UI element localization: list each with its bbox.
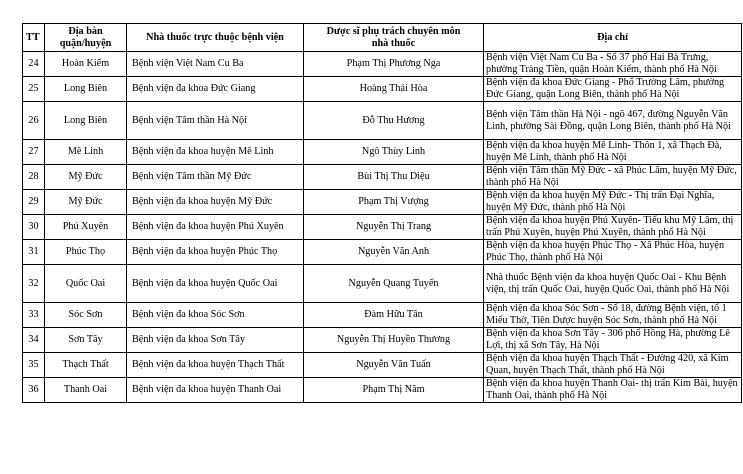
row-tt: 32 [23, 265, 45, 303]
header-pharmacist [304, 24, 484, 52]
row-address: Bệnh viện đa khoa huyện Mỹ Đức - Thị trấn Đại Nghĩa, huyện Mỹ Đức, thành phố Hà Nội [484, 190, 742, 215]
row-tt: 24 [23, 52, 45, 77]
table-row [23, 165, 742, 190]
table-row [23, 77, 742, 102]
table-row [23, 328, 742, 353]
row-pharmacy: Bệnh viện đa khoa huyện Mỹ Đức [127, 190, 304, 215]
row-area: Thạch Thất [45, 353, 127, 378]
row-address: Bệnh viện đa khoa Đức Giang - Phố Trường Lâm, phường Đức Giang, quận Long Biên, thành phố Hà Nội [484, 77, 742, 102]
header-pharmacist-line2: nhà thuốc [371, 37, 416, 49]
table-row [23, 265, 742, 303]
row-pharmacist: Ngô Thùy Linh [304, 140, 484, 165]
table-row [23, 240, 742, 265]
row-pharmacy: Bệnh viện đa khoa huyện Phúc Thọ [127, 240, 304, 265]
row-address: Bệnh viện Việt Nam Cu Ba - Số 37 phố Hai Bà Trưng, phường Tràng Tiền, quận Hoàn Kiếm, thành phố Hà Nội [484, 52, 742, 77]
row-pharmacist: Nguyễn Quang Tuyến [304, 265, 484, 303]
row-tt: 33 [23, 303, 45, 328]
row-pharmacist: Nguyễn Thị Trang [304, 215, 484, 240]
table-row [23, 140, 742, 165]
header-area-line1: Địa bàn [68, 25, 103, 37]
row-address: Bệnh viện Tâm thần Mỹ Đức - xã Phúc Lâm, huyện Mỹ Đức, thành phố Hà Nội [484, 165, 742, 190]
row-pharmacist: Phạm Thị Vượng [304, 190, 484, 215]
row-pharmacy: Bệnh viện đa khoa huyện Thanh Oai [127, 378, 304, 403]
table-row [23, 378, 742, 403]
table-row [23, 52, 742, 77]
row-pharmacist: Nguyễn Văn Anh [304, 240, 484, 265]
table-body [23, 52, 742, 403]
row-address: Bệnh viện đa khoa huyện Mê Linh- Thôn 1, xã Thạch Đà, huyện Mê Linh, thành phố Hà Nội [484, 140, 742, 165]
header-area-line2: quận/huyện [59, 37, 112, 49]
row-area: Long Biên [45, 77, 127, 102]
row-pharmacist: Phạm Thị Phương Nga [304, 52, 484, 77]
row-area: Hoàn Kiếm [45, 52, 127, 77]
row-address: Bệnh viện đa khoa huyện Phúc Thọ - Xã Phúc Hòa, huyện Phúc Thọ, thành phố Hà Nội [484, 240, 742, 265]
row-area: Quốc Oai [45, 265, 127, 303]
row-area: Mê Linh [45, 140, 127, 165]
row-area: Mỹ Đức [45, 190, 127, 215]
row-pharmacist: Hoàng Thái Hòa [304, 77, 484, 102]
row-tt: 25 [23, 77, 45, 102]
table-row [23, 190, 742, 215]
header-address: Địa chỉ [484, 24, 742, 52]
table-header-row [23, 24, 742, 52]
row-address: Bệnh viện đa khoa huyện Thạch Thất - Đường 420, xã Kim Quan, huyện Thạch Thất, thành phố Hà Nội [484, 353, 742, 378]
row-tt: 30 [23, 215, 45, 240]
header-area [45, 24, 127, 52]
row-pharmacy: Bệnh viện đa khoa Sơn Tây [127, 328, 304, 353]
table-row [23, 102, 742, 140]
row-area: Long Biên [45, 102, 127, 140]
table-row [23, 353, 742, 378]
row-tt: 27 [23, 140, 45, 165]
row-area: Phú Xuyên [45, 215, 127, 240]
row-area: Sơn Tây [45, 328, 127, 353]
row-tt: 26 [23, 102, 45, 140]
row-pharmacy: Bệnh viện Tâm thần Hà Nội [127, 102, 304, 140]
row-area: Sóc Sơn [45, 303, 127, 328]
row-area: Mỹ Đức [45, 165, 127, 190]
row-pharmacist: Đỗ Thu Hương [304, 102, 484, 140]
table-row [23, 303, 742, 328]
row-tt: 34 [23, 328, 45, 353]
row-tt: 35 [23, 353, 45, 378]
header-tt: TT [23, 24, 45, 52]
header-pharmacist-line1: Dược sĩ phụ trách chuyên môn [326, 25, 461, 37]
header-pharmacy: Nhà thuốc trực thuộc bệnh viện [127, 24, 304, 52]
row-pharmacist: Nguyễn Văn Tuấn [304, 353, 484, 378]
row-pharmacy: Bệnh viện đa khoa huyện Phú Xuyên [127, 215, 304, 240]
row-area: Thanh Oai [45, 378, 127, 403]
row-pharmacist: Phạm Thị Năm [304, 378, 484, 403]
row-tt: 28 [23, 165, 45, 190]
row-address: Bệnh viện đa khoa Sóc Sơn - Số 18, đường Bệnh viện, tổ 1 Miếu Thờ, Tiên Dược huyện Sóc Sơn, thành phố Hà Nội [484, 303, 742, 328]
row-tt: 29 [23, 190, 45, 215]
row-pharmacy: Bệnh viện đa khoa Đức Giang [127, 77, 304, 102]
row-tt: 31 [23, 240, 45, 265]
row-pharmacy: Bệnh viện đa khoa Sóc Sơn [127, 303, 304, 328]
row-pharmacy: Bệnh viện đa khoa huyện Thạch Thất [127, 353, 304, 378]
row-address: Bệnh viện đa khoa Sơn Tây - 306 phố Hồng Hà, phường Lê Lợi, thị xã Sơn Tây, Hà Nội [484, 328, 742, 353]
row-pharmacist: Nguyễn Thị Huyền Thương [304, 328, 484, 353]
row-address: Bệnh viện đa khoa huyện Thanh Oai- thị trấn Kim Bài, huyện Thanh Oai, thành phố Hà Nội [484, 378, 742, 403]
row-pharmacy: Bệnh viện đa khoa huyện Mê Linh [127, 140, 304, 165]
row-pharmacist: Đàm Hữu Tân [304, 303, 484, 328]
table-row [23, 215, 742, 240]
row-address: Bệnh viện Tâm thần Hà Nội - ngõ 467, đường Nguyễn Văn Linh, phường Sài Đồng, quận Long Biên, thành phố Hà Nội [484, 102, 742, 140]
row-address: Bệnh viện đa khoa huyện Phú Xuyên- Tiểu khu Mỹ Lâm, thị trấn Phú Xuyên, huyện Phú Xuyên, thành phố Hà Nội [484, 215, 742, 240]
row-area: Phúc Thọ [45, 240, 127, 265]
row-address: Nhà thuốc Bệnh viện đa khoa huyện Quốc Oai - Khu Bệnh viện, thị trấn Quốc Oai, huyện Quốc Oai, thành phố Hà Nội [484, 265, 742, 303]
pharmacy-table [22, 23, 742, 403]
row-pharmacy: Bệnh viện đa khoa huyện Quốc Oai [127, 265, 304, 303]
row-pharmacist: Bùi Thị Thu Diệu [304, 165, 484, 190]
row-pharmacy: Bệnh viện Việt Nam Cu Ba [127, 52, 304, 77]
row-tt: 36 [23, 378, 45, 403]
row-pharmacy: Bệnh viện Tâm thần Mỹ Đức [127, 165, 304, 190]
